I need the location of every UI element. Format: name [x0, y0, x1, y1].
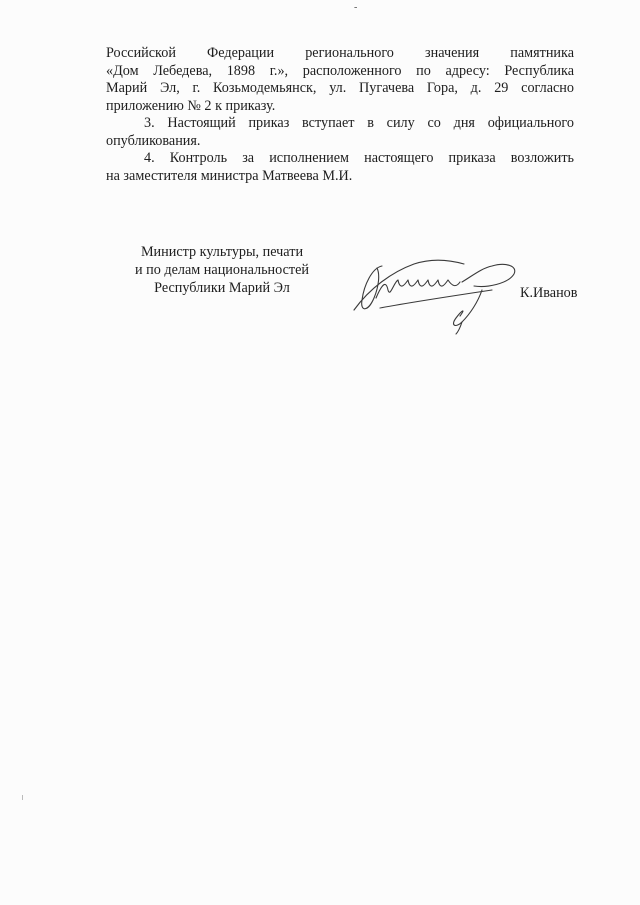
text-line: 3. Настоящий приказ вступает в силу со дня официального: [144, 115, 574, 131]
text-line: Российской Федерации регионального значения памятника: [106, 45, 574, 61]
text-line: опубликования.: [106, 132, 201, 149]
signer-name: К.Иванов: [520, 285, 578, 301]
text-line: «Дом Лебедева, 1898 г.», расположенного по адресу: Республика: [106, 62, 574, 79]
text-line: на заместителя министра Матвеева М.И.: [106, 167, 353, 184]
signatory-title-line: и по делам национальностей: [135, 262, 309, 278]
text-line: Марий Эл, г. Козьмодемьянск, ул. Пугачева Гора, д. 29 согласно: [106, 80, 574, 96]
document-body: [106, 45, 574, 185]
top-mark: -: [354, 2, 358, 13]
signatory-title-line: Министр культуры, печати: [140, 244, 304, 260]
text-line: 4. Контроль за исполнением настоящего приказа возложить: [144, 150, 574, 166]
scan-artifact: [22, 795, 23, 800]
clause-3: [106, 115, 574, 150]
clause-4: [106, 150, 574, 185]
signatory-title: [118, 243, 326, 297]
text-line: приложению № 2 к приказу.: [106, 97, 276, 114]
signatory-title-line: Республики Марий Эл: [154, 280, 290, 296]
paragraph-continuation: [106, 45, 574, 115]
signature-icon: [342, 250, 532, 336]
